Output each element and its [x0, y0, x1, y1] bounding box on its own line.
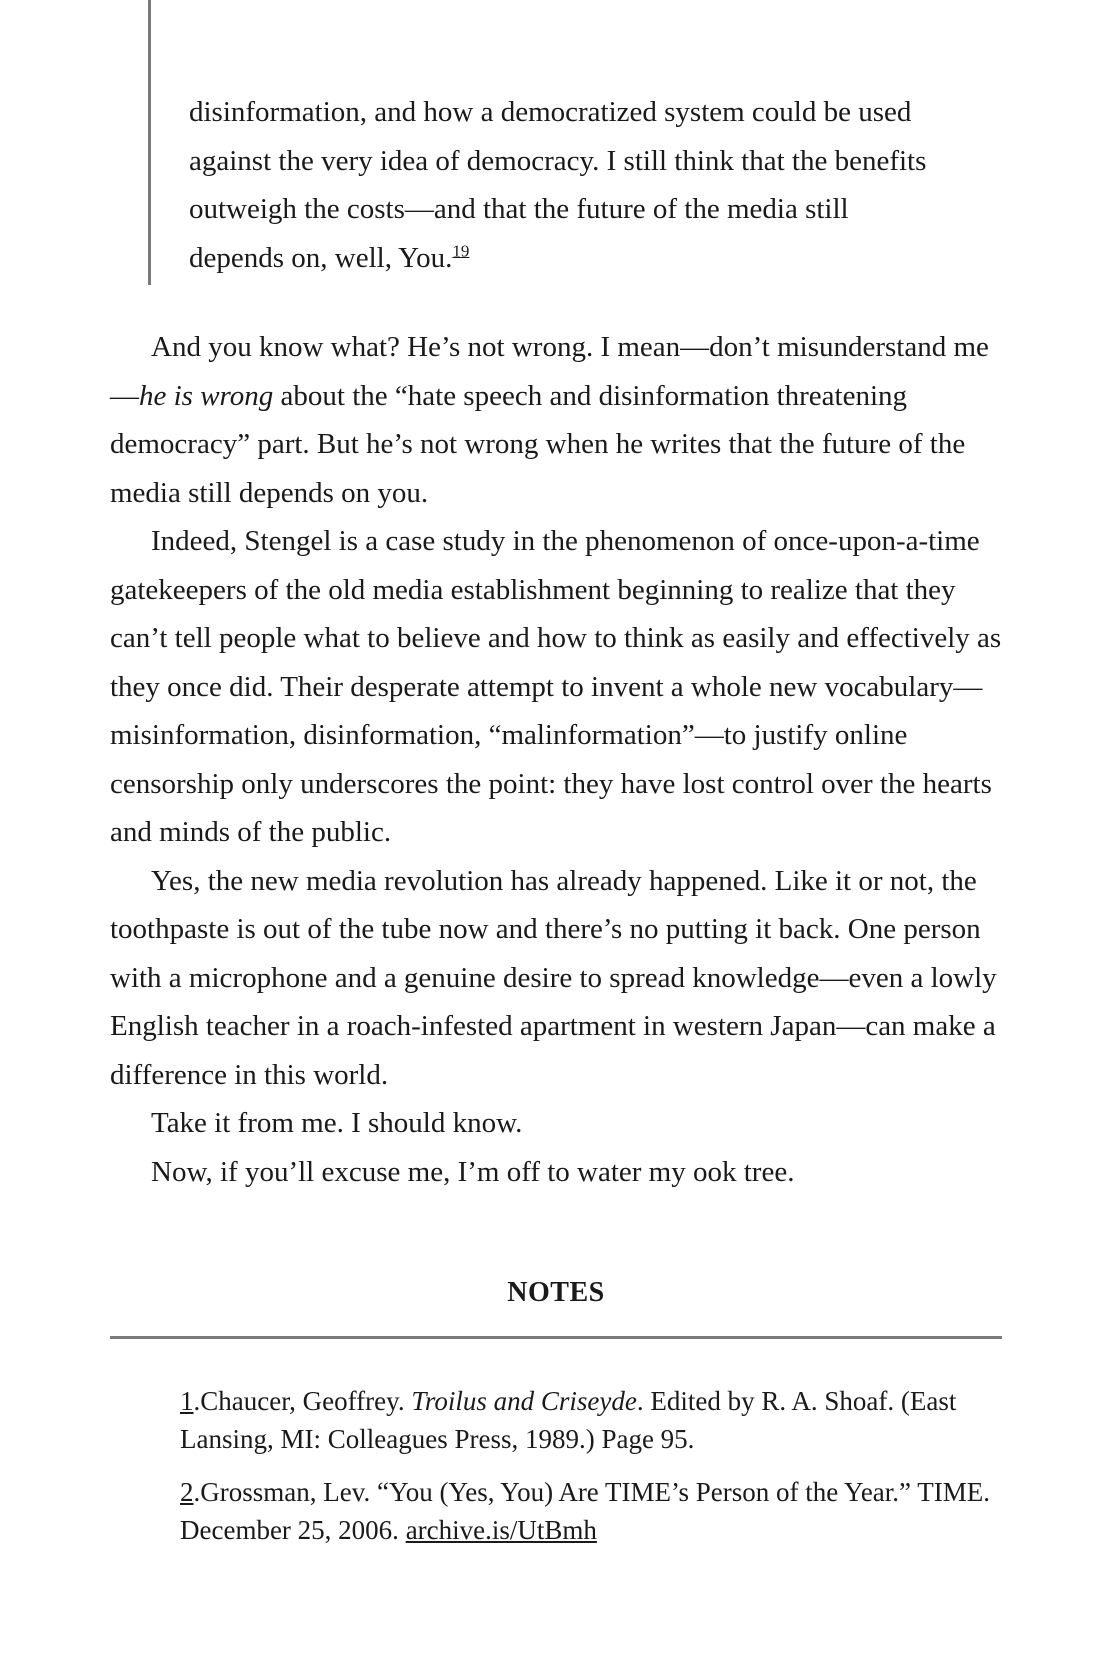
paragraph: [110, 323, 1002, 517]
note-item: [180, 1473, 1000, 1549]
emphasis-text: he is wrong: [139, 379, 274, 412]
blockquote-body: disinformation, and how a democratized system could be used against the very idea of democracy. I still think that the benefits outweigh the costs—and that the future of the media still depends on, well, You.: [189, 96, 927, 274]
note-text: .Chaucer, Geoffrey.: [193, 1386, 412, 1416]
note-text: .Grossman, Lev. “You (Yes, You) Are TIME’s Person of the Year.” TIME. December 25, 2006.: [180, 1477, 991, 1545]
note-text: . Edited by R. A. Shoaf. (East Lansing, MI: Colleagues Press, 1989.) Page 95.: [180, 1386, 957, 1454]
blockquote: [148, 0, 981, 285]
archive-link[interactable]: archive.is/UtBmh: [405, 1515, 597, 1545]
body-text: [110, 323, 1002, 1196]
notes-list: [180, 1382, 1000, 1564]
note-title: Troilus and Criseyde: [411, 1386, 637, 1416]
blockquote-text: [189, 88, 949, 282]
paragraph: Now, if you’ll excuse me, I’m off to water my ook tree.: [151, 1155, 795, 1188]
paragraph: Take it from me. I should know.: [151, 1107, 523, 1139]
notes-divider: [110, 1336, 1002, 1339]
notes-heading: NOTES: [507, 1277, 605, 1308]
note-number-link[interactable]: 1: [180, 1386, 194, 1416]
paragraph-text: about the “hate speech and disinformation threatening democracy” part. But he’s not wrong when he writes that the future of the media still depends on you.: [110, 379, 966, 509]
paragraph: Indeed, Stengel is a case study in the phenomenon of once-upon-a-time gatekeepers of the old media establishment beginning to realize that they can’t tell people what to believe and how to think as easily and effectively as they once did. Their desperate attempt to invent a whole new vocabulary—misinformation, disinformation, “malinformation”—to justify online censorship only underscores the point: they have lost control over the hearts and minds of the public.: [110, 525, 1002, 848]
footnote-ref-19[interactable]: 19: [452, 240, 470, 260]
paragraph: Yes, the new media revolution has already happened. Like it or not, the toothpaste is out of the tube now and there’s no putting it back. One person with a microphone and a genuine desire to spread knowledge—even a lowly English teacher in a roach-infested apartment in western Japan—can make a difference in this world.: [110, 864, 997, 1091]
note-number-link[interactable]: 2: [180, 1477, 194, 1507]
note-item: [180, 1382, 1000, 1458]
paragraph-text: And you know what? He’s not wrong. I mean—don’t misunderstand me—: [110, 331, 989, 412]
